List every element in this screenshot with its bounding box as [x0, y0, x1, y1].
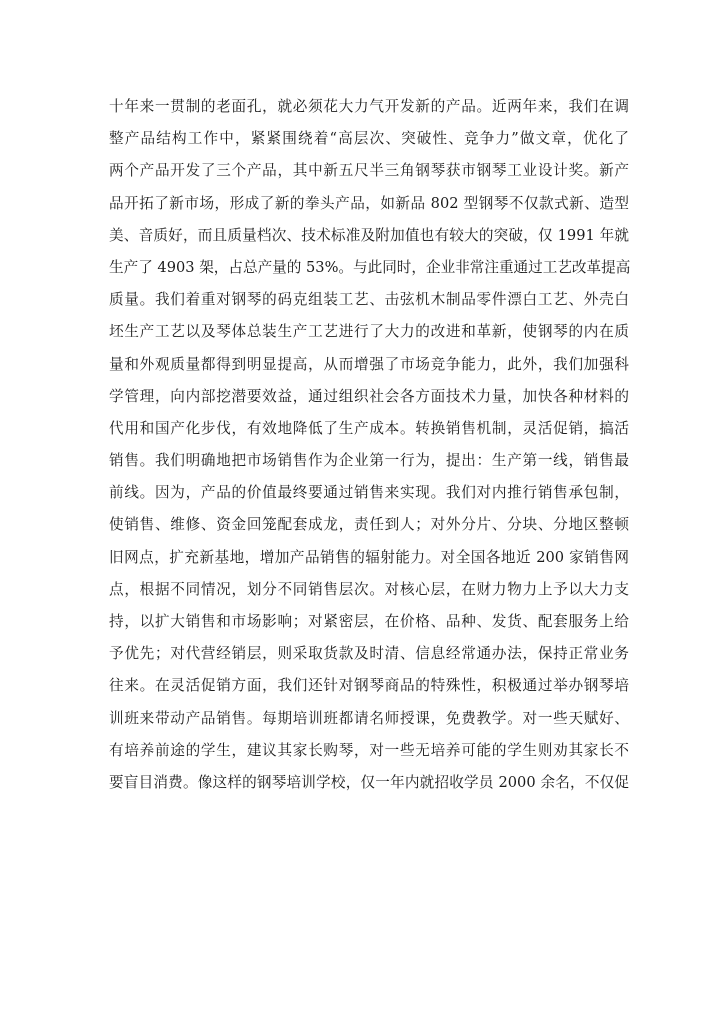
text-line: 持，以扩大销售和市场影响；对紧密层，在价格、品种、发货、配套服务上给: [109, 613, 629, 630]
body-text: [109, 91, 629, 799]
text-line: 十年来一贯制的老面孔，就必须花大力气开发新的产品。近两年来，我们在调: [109, 98, 629, 115]
text-line: 两个产品开发了三个产品，其中新五尺半三角钢琴获市钢琴工业设计奖。新产: [109, 162, 629, 180]
text-line: 点，根据不同情况，划分不同销售层次。对核心层，在财力物力上予以大力支: [109, 580, 629, 598]
text-line: 量和外观质量都得到明显提高，从而增强了市场竞争能力，此外，我们加强科: [109, 355, 629, 373]
text-line: 前线。因为，产品的价值最终要通过销售来实现。我们对内推行销售承包制，: [109, 484, 629, 502]
text-line: 使销售、维修、资金回笼配套成龙，责任到人；对外分片、分块、分地区整顿: [109, 516, 629, 534]
text-line: 质量。我们着重对钢琴的码克组装工艺、击弦机木制品零件漂白工艺、外壳白: [109, 291, 629, 309]
text-line: 品开拓了新市场，形成了新的拳头产品，如新品 802 型钢琴不仅款式新、造型: [109, 194, 629, 212]
text-line: 学管理，向内部挖潜要效益，通过组织社会各方面技术力量，加快各种材料的: [109, 387, 629, 405]
text-line: 旧网点，扩充新基地，增加产品销售的辐射能力。对全国各地近 200 家销售网: [109, 548, 629, 566]
text-line: 代用和国产化步伐，有效地降低了生产成本。转换销售机制，灵活促销，搞活: [109, 419, 629, 437]
text-line: 训班来带动产品销售。每期培训班都请名师授课，免费教学。对一些天赋好、: [109, 709, 629, 727]
text-line: 整产品结构工作中，紧紧围绕着“高层次、突破性、竞争力”做文章，优化了: [109, 130, 629, 148]
text-line: 美、音质好，而且质量档次、技术标准及附加值也有较大的突破，仅 1991 年就: [109, 226, 629, 244]
text-line: 要盲目消费。像这样的钢琴培训学校，仅一年内就招收学员 2000 余名，不仅促: [109, 773, 629, 791]
text-line: 往来。在灵活促销方面，我们还针对钢琴商品的特殊性，积极通过举办钢琴培: [109, 677, 629, 695]
text-line: 有培养前途的学生，建议其家长购琴，对一些无培养可能的学生则劝其家长不: [109, 741, 629, 759]
text-line: 坯生产工艺以及琴体总装生产工艺进行了大力的改进和革新，使钢琴的内在质: [109, 323, 629, 341]
text-line: 生产了 4903 架，占总产量的 53%。与此同时，企业非常注重通过工艺改革提高: [109, 258, 631, 276]
text-line: 予优先；对代营经销层，则采取货款及时清、信息经常通办法，保持正常业务: [109, 645, 629, 663]
text-line: 销售。我们明确地把市场销售作为企业第一行为，提出：生产第一线，销售最: [109, 452, 629, 470]
